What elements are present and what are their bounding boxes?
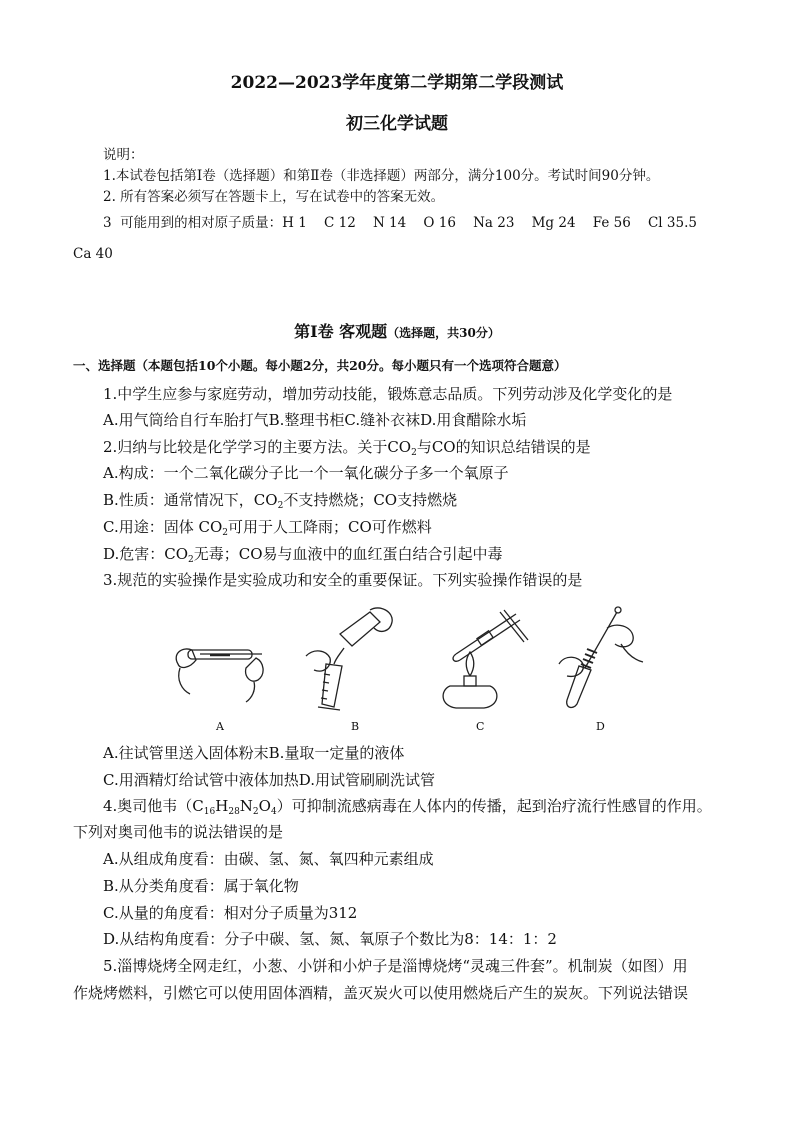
q3-stem: 3.规范的实验操作是实验成功和安全的重要保证。下列实验操作错误的是 [103,571,583,589]
q4-stem [103,796,712,816]
q2-c-sub: 2 [222,528,228,538]
q4-stem-continued: 下列对奥司他韦的说法错误的是 [73,823,284,841]
q2-d-a: D.危害：CO [103,545,189,563]
note-1: 1.本试卷包括第Ⅰ卷（选择题）和第Ⅱ卷（非选择题）两部分，满分100分。考试时间90分钟。 [103,168,660,184]
q2-option-b [103,490,457,510]
q5-line-1: 5.淄博烧烤全网走红，小葱、小饼和小炉子是淄博烧烤“灵魂三件套”。机制炭（如图）用 [103,957,688,975]
q1-options: A.用气筒给自行车胎打气B.整理书柜C.缝补衣袜D.用食醋除水垢 [103,411,527,429]
q5-line-2: 作烧烤燃料，引燃它可以使用固体酒精，盖灭炭火可以使用燃烧后产生的炭灰。下列说法错误 [73,984,689,1002]
notes-label: 说明： [103,147,144,163]
q4-sub-1: 16 [203,807,216,817]
q4-option-d: D.从结构角度看：分子中碳、氢、氮、氧原子个数比为8：14：1：2 [103,930,557,948]
q4-n: N [239,797,253,815]
fig-label-d: D [596,720,605,733]
q2-stem-b: 与CO的知识总结错误的是 [416,438,591,456]
q2-c-a: C.用途：固体 CO [103,518,223,536]
note-3-continued: Ca 40 [73,246,113,262]
q2-stem-a: 2.归纳与比较是化学学习的主要方法。关于CO [103,438,412,456]
section-title-main: 第Ⅰ卷 客观题 [294,322,388,341]
q4-stem-a: 4.奥司他韦（C [103,797,204,815]
section-title [0,322,794,343]
q2-b-a: B.性质：通常情况下，CO [103,491,278,509]
part-title: 一、选择题（本题包括10个小题。每小题2分，共20分。每小题只有一个选项符合题意） [73,358,567,373]
q2-b-sub: 2 [277,501,284,511]
q4-sub-2: 28 [228,807,240,817]
q2-option-d [103,544,503,564]
q4-sub-3: 2 [252,807,259,817]
q4-stem-b: ）可抑制流感病毒在人体内的传播，起到治疗流行性感冒的作用。 [276,797,712,815]
note-2: 2. 所有答案必须写在答题卡上，写在试卷中的答案无效。 [103,189,445,205]
fig-label-c: C [476,720,485,733]
note-3: 3 可能用到的相对原子质量：H 1 C 12 N 14 O 16 Na 23 Mg 24 Fe 56 Cl 35.5 [103,215,697,231]
q2-stem-sub: 2 [411,448,417,458]
q4-option-c: C.从量的角度看：相对分子质量为312 [103,904,358,922]
test-tube-brush-illustration [555,604,650,714]
powder-into-tube-illustration [170,624,270,704]
q2-option-c [103,517,432,537]
q4-option-a: A.从组成角度看：由碳、氢、氮、氧四种元素组成 [103,850,434,868]
alcohol-lamp-illustration [420,606,530,716]
q3-experiment-figure [160,604,650,734]
q3-options-2: C.用酒精灯给试管中液体加热D.用试管刷刷洗试管 [103,771,435,789]
fig-label-a: A [216,720,224,733]
measuring-cylinder-illustration [300,604,400,714]
q3-options-1: A.往试管里送入固体粉末B.量取一定量的液体 [103,744,405,762]
q2-b-b: 不支持燃烧；CO支持燃烧 [283,491,458,509]
exam-subtitle: 初三化学试题 [346,114,448,134]
q2-d-sub: 2 [188,555,194,565]
fig-label-b: B [351,720,360,733]
q2-c-b: 可用于人工降雨；CO可作燃料 [228,518,432,536]
q4-option-b: B.从分类角度看：属于氧化物 [103,877,299,895]
q4-h: H [215,797,229,815]
q2-option-a: A.构成：一个二氧化碳分子比一个一氧化碳分子多一个氧原子 [103,464,509,482]
q2-d-b: 无毒；CO易与血液中的血红蛋白结合引起中毒 [193,545,503,563]
exam-title: 2022—2023学年度第二学期第二学段测试 [230,73,564,93]
section-title-note: （选择题，共30分） [387,326,500,340]
q4-sub-4: 4 [270,807,277,817]
q4-o: O [258,797,271,815]
q1-stem: 1.中学生应参与家庭劳动，增加劳动技能，锻炼意志品质。下列劳动涉及化学变化的是 [103,385,673,403]
q2-stem [103,437,591,457]
